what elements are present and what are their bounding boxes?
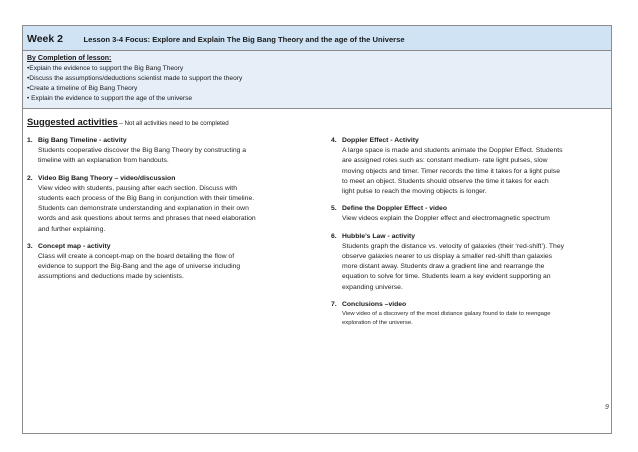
activity-body — [342, 232, 564, 293]
activity-body — [38, 174, 256, 235]
activity-description-line: Class will create a concept-map on the board detailing the flow of — [38, 253, 235, 261]
activity-description-line: View video with students, pausing after each section. Discuss with — [38, 184, 237, 192]
activity-number: 3. — [27, 242, 33, 250]
outcomes-section — [23, 51, 612, 109]
outcomes-title: By Completion of lesson: — [27, 55, 112, 62]
activity-description-line: words and ask questions about terms and phrases that need elaboration — [38, 215, 256, 223]
activity-description-line: are assigned roles such as: constant medium- rate light pulses, slow — [342, 157, 548, 165]
lesson-title: Lesson 3-4 Focus: Explore and Explain The Big Bang Theory and the age of the Universe — [83, 35, 405, 44]
activity-body — [342, 300, 551, 327]
activity-description-line: A large space is made and students animate the Doppler Effect. Students — [342, 147, 563, 155]
activity-title: Big Bang Timeline - activity — [38, 137, 127, 144]
activity-body — [38, 136, 246, 167]
activity-description-line: Students can demonstrate understanding and explanation in their own — [38, 205, 249, 213]
activity-title: Conclusions –video — [342, 300, 407, 308]
activity-title: Hubble’s Law - activity — [342, 232, 416, 240]
activities-note: – Not all activities need to be completed — [117, 120, 229, 127]
activity-description-line: exploration of the universe. — [342, 319, 413, 326]
activity-title: Video Big Bang Theory – video/discussion — [38, 174, 176, 182]
header-row — [23, 26, 612, 51]
outcome-item: •Create a timeline of Big Bang Theory — [27, 85, 138, 92]
activity-title: Concept map - activity — [38, 242, 111, 250]
activity-description-line: students each process of the Big Bang in conjunction with their timeline. — [38, 195, 255, 203]
activity-description-line: assumptions and deductions made by scientists. — [38, 273, 184, 281]
activity-number: 2. — [27, 174, 33, 182]
activity-description-line: equation to solve for time. Students learn a key evident supporting an — [342, 273, 551, 281]
activity-description-line: View videos explain the Doppler effect and electromagnetic spectrum — [342, 215, 550, 223]
activity-description-line: View video of a discovery of the most distance galaxy found to date to reengage — [342, 311, 551, 318]
activity-description-line: timeline with an explanation from handouts. — [38, 157, 169, 165]
activity-number: 5. — [331, 205, 337, 213]
activities-left-column — [27, 136, 321, 334]
outcome-item: • Explain the evidence to support the age of the universe — [27, 95, 193, 102]
page-number: 9 — [605, 404, 609, 411]
activity-description-line: expanding universe. — [342, 283, 403, 291]
activity-description-line: observe galaxies nearer to us display a smaller red-shift than galaxies — [342, 253, 553, 261]
activity-number: 6. — [331, 232, 337, 240]
activity-title: Define the Doppler Effect - video — [342, 205, 447, 213]
lesson-table — [22, 25, 612, 434]
activity-item — [27, 174, 321, 235]
outcomes-list — [27, 64, 607, 104]
activity-title: Doppler Effect - Activity — [342, 137, 419, 144]
activities-title: Suggested activities — [27, 116, 118, 127]
outcome-item: •Discuss the assumptions/deductions scientist made to support the theory — [27, 75, 243, 82]
activity-description-line: light pulse to reach the moving objects is longer. — [342, 188, 487, 196]
activity-description-line: Students graph the distance vs. velocity of galaxies (their ‘red-shift’). They — [342, 242, 565, 250]
activity-item — [27, 136, 321, 167]
activity-item — [27, 242, 321, 283]
activities-right-column — [331, 136, 601, 334]
activity-body — [38, 242, 240, 283]
activity-description-line: more distant away. Students draw a gradient line and rearrange the — [342, 263, 545, 271]
activity-body — [342, 204, 550, 224]
activity-item — [331, 136, 601, 197]
outcome-item: •Explain the evidence to support the Big Bang Theory — [27, 65, 184, 72]
activity-description-line: to meet an object. Students should observe the time it takes for each — [342, 177, 549, 185]
activity-item — [331, 232, 601, 293]
activity-item — [331, 204, 601, 224]
activity-number: 7. — [331, 300, 337, 308]
activity-number: 1. — [27, 137, 33, 144]
lesson-plan-page — [22, 25, 612, 434]
activity-item — [331, 300, 601, 327]
activity-description-line: evidence to support the Big-Bang and the age of universe including — [38, 263, 241, 271]
activity-description-line: Students cooperative discover the Big Bang Theory by constructing a — [38, 147, 247, 155]
week-label: Week 2 — [27, 33, 63, 45]
activity-number: 4. — [331, 137, 337, 144]
activity-body — [342, 136, 563, 197]
activity-description-line: and further explaining. — [38, 225, 106, 233]
activity-description-line: moving objects and timer. Timer records the time it takes for a light pulse — [342, 167, 560, 175]
activities-section — [23, 109, 612, 434]
